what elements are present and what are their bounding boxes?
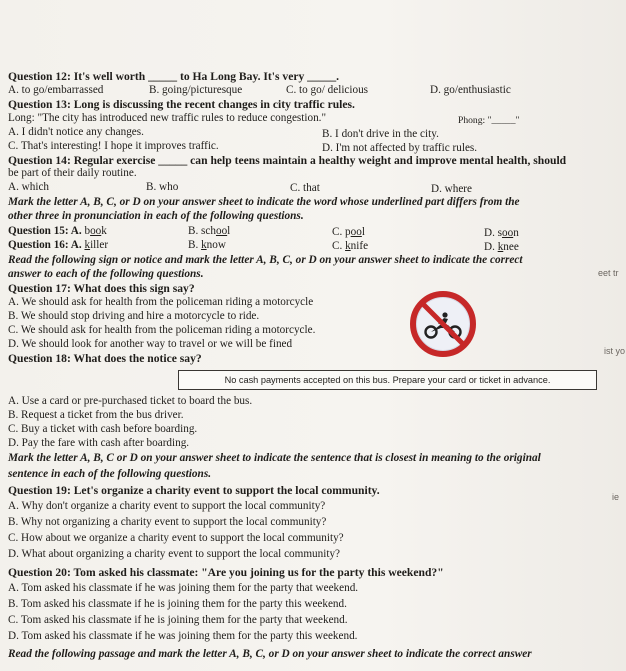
q19-option-b[interactable]: B. Why not organizing a charity event to support the local community? — [8, 516, 327, 528]
q12-option-d[interactable]: D. go/enthusiastic — [430, 84, 511, 96]
passage-instruction: Read the following passage and mark the letter A, B, C, or D on your answer sheet to indicate the correct answer — [8, 648, 532, 660]
q15-option-b[interactable]: B. school — [188, 225, 231, 237]
edge-fragment-3: ie — [612, 492, 620, 502]
q12-stem: Question 12: It's well worth _____ to Ha Long Bay. It's very _____. — [8, 70, 340, 83]
q14-option-a[interactable]: A. which — [8, 181, 50, 193]
q19-option-c[interactable]: C. How about we organize a charity event to support the local community? — [8, 532, 344, 544]
q17-option-a[interactable]: A. We should ask for health from the policeman riding a motorcycle — [8, 296, 314, 308]
q14-option-c[interactable]: C. that — [290, 182, 320, 194]
q14-stem-cont: be part of their daily routine. — [8, 167, 137, 179]
q13-option-b[interactable]: B. I don't drive in the city. — [322, 128, 439, 140]
pronunciation-instruction-1: Mark the letter A, B, C, or D on your answer sheet to indicate the word whose underlined part differs from the — [8, 196, 520, 208]
q18-option-a[interactable]: A. Use a card or pre-purchased ticket to board the bus. — [8, 395, 253, 407]
q16-option-d[interactable]: D. knee — [484, 241, 519, 253]
q14-option-d[interactable]: D. where — [431, 183, 473, 195]
q18-option-d[interactable]: D. Pay the fare with cash after boarding. — [8, 437, 190, 449]
q13-option-d[interactable]: D. I'm not affected by traffic rules. — [322, 142, 478, 154]
edge-fragment-1: eet tr — [598, 268, 619, 278]
q18-stem: Question 18: What does the notice say? — [8, 352, 202, 365]
q13-option-a[interactable]: A. I didn't notice any changes. — [8, 126, 144, 138]
q16-option-b[interactable]: B. know — [188, 239, 226, 251]
q12-option-b[interactable]: B. going/picturesque — [149, 84, 243, 96]
q15-option-c[interactable]: C. pool — [332, 226, 365, 238]
q18-option-c[interactable]: C. Buy a ticket with cash before boarding. — [8, 423, 198, 435]
q19-option-d[interactable]: D. What about organizing a charity event to support the local community? — [8, 548, 341, 560]
q20-stem: Question 20: Tom asked his classmate: "Are you joining us for the party this weekend?" — [8, 566, 444, 579]
q15-option-d[interactable]: D. soon — [484, 227, 519, 239]
q17-option-c[interactable]: C. We should ask for health from the policeman riding a motorcycle. — [8, 324, 316, 336]
q13-stem: Question 13: Long is discussing the recent changes in city traffic rules. — [8, 98, 355, 111]
q17-option-b[interactable]: B. We should stop driving and hire a motorcycle to ride. — [8, 310, 260, 322]
q17-option-d[interactable]: D. We should look for another way to travel or we will be fined — [8, 338, 293, 350]
meaning-instruction-2: sentence in each of the following questions. — [8, 468, 212, 480]
q13-option-c[interactable]: C. That's interesting! I hope it improves traffic. — [8, 140, 219, 152]
sign-instruction-1: Read the following sign or notice and mark the letter A, B, C, or D on your answer sheet to indicate the correct — [8, 254, 523, 266]
q16-option-c[interactable]: C. knife — [332, 240, 369, 252]
q17-stem: Question 17: What does this sign say? — [8, 282, 195, 295]
q19-stem: Question 19: Let's organize a charity event to support the local community. — [8, 484, 380, 497]
bus-notice: No cash payments accepted on this bus. Prepare your card or ticket in advance. — [178, 370, 597, 390]
q20-option-a[interactable]: A. Tom asked his classmate if he was joining them for the party that weekend. — [8, 582, 359, 594]
q16-row: Question 16: A. killer — [8, 239, 109, 251]
no-motorcycle-sign-icon — [410, 291, 476, 357]
q20-option-b[interactable]: B. Tom asked his classmate if he is joining them for the party this weekend. — [8, 598, 347, 610]
q14-stem: Question 14: Regular exercise _____ can help teens maintain a healthy weight and improve mental health, should — [8, 154, 567, 167]
q18-option-b[interactable]: B. Request a ticket from the bus driver. — [8, 409, 184, 421]
q14-option-b[interactable]: B. who — [146, 181, 179, 193]
pronunciation-instruction-2: other three in pronunciation in each of the following questions. — [8, 210, 304, 222]
q12-option-c[interactable]: C. to go/ delicious — [286, 84, 369, 96]
q20-option-d[interactable]: D. Tom asked his classmate if he was joining them for the party this weekend. — [8, 630, 358, 642]
q19-option-a[interactable]: A. Why don't organize a charity event to support the local community? — [8, 500, 326, 512]
q13-long-line: Long: "The city has introduced new traffic rules to reduce congestion." — [8, 112, 327, 124]
q12-option-a[interactable]: A. to go/embarrassed — [8, 84, 104, 96]
sign-instruction-2: answer to each of the following questions. — [8, 268, 204, 280]
q15-row: Question 15: A. book — [8, 225, 107, 237]
q13-phong-line: Phong: "_____" — [458, 115, 520, 126]
q20-option-c[interactable]: C. Tom asked his classmate if he is joining them for the party that weekend. — [8, 614, 348, 626]
meaning-instruction-1: Mark the letter A, B, C or D on your answer sheet to indicate the sentence that is closest in meaning to the original — [8, 452, 541, 464]
edge-fragment-2: ist yo — [604, 346, 626, 356]
